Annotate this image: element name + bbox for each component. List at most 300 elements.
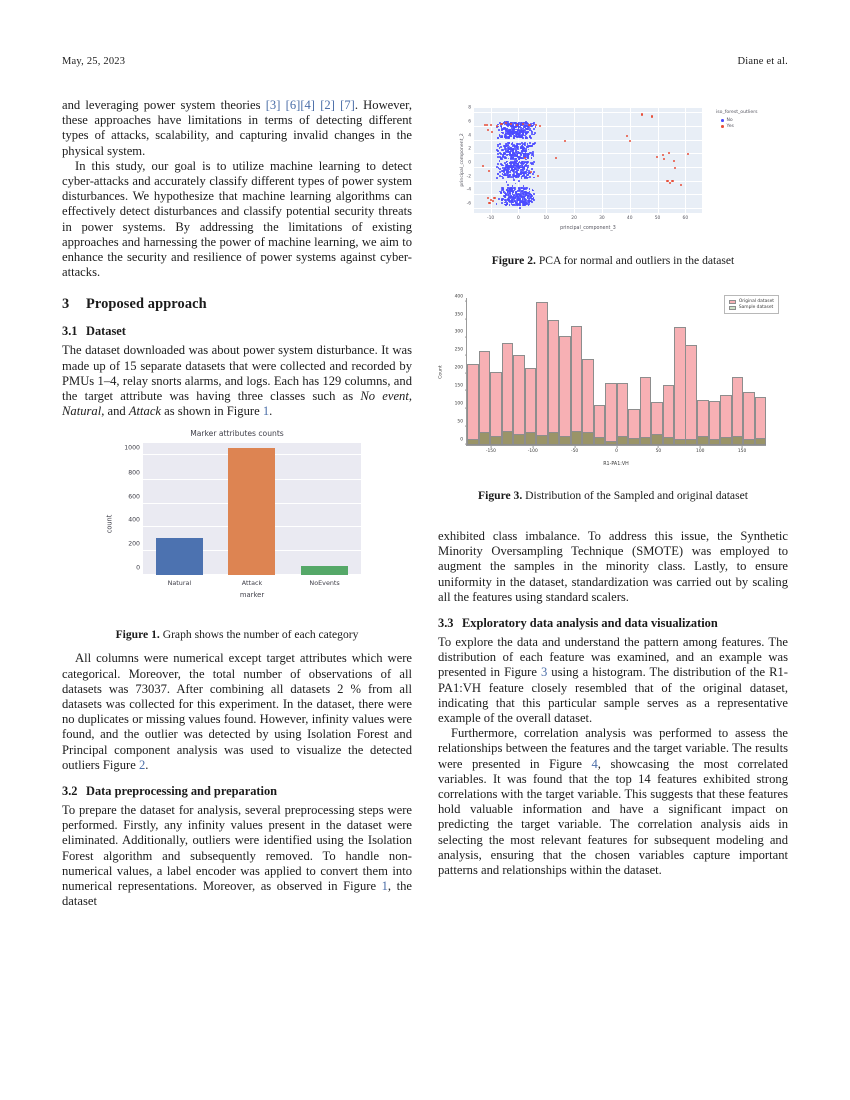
figure-3-xtick: 150 <box>737 449 747 454</box>
figure-2-point <box>512 125 514 127</box>
figure-2-point <box>492 200 494 202</box>
figure-3-ytick: 100 <box>454 401 463 407</box>
figure-2-point <box>513 128 515 130</box>
figure-2-point <box>528 149 530 151</box>
figure-3-ytick: 350 <box>454 312 463 318</box>
figure-3-xtick-mark <box>742 445 743 448</box>
figure-2-point <box>527 154 529 156</box>
two-column-body <box>62 98 788 910</box>
citation-3[interactable]: [3] <box>265 98 281 112</box>
figure-2-point <box>505 164 507 166</box>
figure-2-xtick: -10 <box>487 216 495 221</box>
figure-3-plot-area <box>454 294 766 454</box>
figure-2-point <box>656 156 658 158</box>
figure-1-ytick: 1000 <box>124 444 140 452</box>
heading-proposed-approach <box>62 296 412 313</box>
paragraph-class-imbalance: exhibited class imbalance. To address this issue, the Synthetic Minority Oversampling Technique (SMOTE) was employed to augment the samples in the minority class. Lastly, to ensure uniformity in the dataset, standardization was carried out by scaling all the features using standard scalers. <box>438 529 788 604</box>
figure-1-caption <box>62 628 412 642</box>
figure-2-legend-item-yes[interactable] <box>721 124 758 129</box>
figure-2-point <box>501 149 503 151</box>
figure-3-xtick-mark <box>491 445 492 448</box>
figure-2-gridline-y <box>474 208 702 209</box>
figure-2-point <box>527 166 529 168</box>
figure-2-point <box>482 165 484 167</box>
legend-swatch-sample-icon <box>729 306 736 310</box>
figure-3-bar-sample <box>640 437 652 445</box>
figure-2-point <box>500 123 502 125</box>
figure-3-ytick-mark <box>465 372 468 373</box>
figure-2-point <box>516 204 518 206</box>
figure-1-plot-area <box>124 443 361 588</box>
figure-2-point <box>641 113 643 115</box>
figure-2-gridline-x <box>602 108 603 213</box>
figure-2-point <box>502 177 504 179</box>
figure-2-ytick: 0 <box>468 160 471 166</box>
figure-3-bar-sample <box>663 437 675 445</box>
figure-3-xtick-mark <box>658 445 659 448</box>
heading-number-31: 3.1 <box>62 324 78 339</box>
figure-2-point <box>497 163 499 165</box>
figure-3-bar-original <box>467 364 479 445</box>
figure-2-legend-item-no[interactable] <box>721 118 758 123</box>
figure-2-legend-title: iso_forest_outliers <box>716 110 758 115</box>
figure-2-point <box>680 184 682 186</box>
figure-2-point <box>515 183 517 185</box>
running-head-authors: Diane et al. <box>737 56 788 67</box>
figure-2-point <box>522 133 524 135</box>
figure-2-point <box>510 176 512 178</box>
figure-3-bar-sample <box>605 441 617 445</box>
figure-3-bar-sample <box>479 432 491 445</box>
figure-3-bar-original <box>685 345 697 445</box>
figure-2-point <box>518 152 520 154</box>
figure-2-point <box>651 115 653 117</box>
figure-3-bar-sample <box>685 439 697 445</box>
figure-2-point <box>497 173 499 175</box>
figure-2-scatter <box>438 100 783 245</box>
figure-2-point <box>517 164 519 166</box>
figure-2-point <box>531 157 533 159</box>
figure-2-point <box>516 145 518 147</box>
figure-3-ytick-mark <box>465 426 468 427</box>
figure-2-point <box>529 128 531 130</box>
figure-3-bar-original <box>605 383 617 445</box>
figure-2-point <box>626 135 628 137</box>
figure-3-bar-original <box>548 320 560 445</box>
figure-2-point <box>525 137 527 139</box>
figure-2-ytick: -2 <box>466 174 471 180</box>
figure-2-point <box>673 160 675 162</box>
figure-3-legend-label: Sample dataset <box>738 305 774 311</box>
figure-2-point <box>499 171 501 173</box>
figure-2-point <box>501 164 503 166</box>
figure-ref-4[interactable]: 4 <box>591 756 598 771</box>
paragraph-correlation: Furthermore, correlation analysis was performed to assess the relationships between the features and the target variable. The results were presented in Figure 4, showcasing the most correlated variables. It was found that the top 14 features exhibited strong correlations with the target variable. This suggests that these features hold valuable information and have a significant impact on predicting the target variable. The correlation analysis aids in selecting the most relevant features for subsequent modeling and analysis, ensuring that the chosen variables capture important patterns and relationships within the dataset. <box>438 726 788 878</box>
figure-3-bar-sample <box>502 431 514 445</box>
figure-1-caption-label: Figure 1. <box>115 628 160 642</box>
figure-1-ytick: 400 <box>128 516 140 524</box>
figure-1-caption-text: Graph shows the number of each category <box>159 628 359 642</box>
figure-2-point <box>526 187 528 189</box>
class-natural: Natural <box>62 404 102 419</box>
figure-1-xlabel: marker <box>239 591 265 600</box>
figure-2-ylabel: principal_component_2 <box>460 133 466 187</box>
figure-3-bar-original <box>536 302 548 445</box>
figure-3-caption <box>438 489 788 503</box>
figure-3-bar-original <box>640 377 652 445</box>
figure-3-histogram <box>438 290 783 480</box>
figure-2-gridline-x <box>574 108 575 213</box>
figure-2-legend-label: No <box>726 118 733 123</box>
figure-3-bar-sample <box>628 438 640 445</box>
figure-2-point <box>487 129 489 131</box>
figure-2-point <box>513 173 515 175</box>
figure-2-point <box>501 199 503 201</box>
figure-2-ytick: 8 <box>468 105 471 111</box>
figure-3-bar-sample <box>559 436 571 445</box>
figure-2-legend-label: Yes <box>726 124 734 129</box>
figure-3-bar-original <box>490 372 502 446</box>
figure-3-ytick: 0 <box>460 437 463 443</box>
figure-2-point <box>555 157 557 159</box>
figure-2-point <box>487 197 489 199</box>
figure-3-bar-sample <box>594 437 606 445</box>
figure-3-ytick-mark <box>465 300 468 301</box>
figure-2-point <box>509 130 511 132</box>
figure-2-gridline-x <box>630 108 631 213</box>
figure-2-point <box>516 124 518 126</box>
figure-3-bar-sample <box>571 431 583 445</box>
figure-3-bar-sample <box>709 439 721 445</box>
figure-2-point <box>520 124 522 126</box>
figure-2-point <box>507 124 509 126</box>
figure-2-point <box>527 157 529 159</box>
figure-2-point <box>502 170 504 172</box>
figure-2-point <box>526 177 528 179</box>
figure-3-bar-original <box>663 385 675 445</box>
figure-3-bar-sample <box>697 436 709 445</box>
figure-2-point <box>530 162 532 164</box>
figure-2-ytick: 2 <box>468 146 471 152</box>
figure-3-xtick: -150 <box>485 449 496 454</box>
class-no-event: No event <box>360 389 409 404</box>
right-column <box>438 98 788 910</box>
figure-2-point <box>526 146 528 148</box>
figure-2-point <box>531 201 533 203</box>
figure-3-bar-sample <box>651 434 663 445</box>
figure-3-xtick-mark <box>532 445 533 448</box>
figure-2-point <box>514 175 516 177</box>
figure-3-ytick: 150 <box>454 383 463 389</box>
figure-3-bar-sample <box>720 437 732 445</box>
figure-ref-1a[interactable]: 1 <box>262 404 270 419</box>
figure-2-point <box>530 195 532 197</box>
figure-2-point <box>533 128 535 130</box>
figure-3-bar-sample <box>525 432 537 445</box>
figure-2-point <box>530 145 532 147</box>
figure-2-point <box>521 177 523 179</box>
figure-3-ytick-mark <box>465 444 468 445</box>
figure-2-point <box>522 193 524 195</box>
figure-2-point <box>499 160 501 162</box>
figure-2-point <box>524 198 526 200</box>
figure-2-point <box>501 202 503 204</box>
figure-3-xtick: 50 <box>655 449 662 454</box>
figure-2-point <box>525 153 527 155</box>
figure-1-title: Marker attributes counts <box>190 429 284 439</box>
figure-3-ytick: 50 <box>457 419 463 425</box>
paragraph-explore-data: To explore the data and understand the pattern among features. The distribution of each feature was examined, and an example was presented in Figure 3 using a histogram. The distribution of the R1-PA1:VH feature closely resembled that of the original dataset, indicating that this particular sample serves as a representative example of the overall dataset. <box>438 635 789 726</box>
figure-2-point <box>513 137 515 139</box>
figure-2-xtick: 20 <box>571 216 577 221</box>
spacer <box>438 268 788 290</box>
figure-2-point <box>496 177 498 179</box>
figure-1-ytick: 200 <box>128 540 140 548</box>
figure-2-point <box>529 188 531 190</box>
figure-ref-1b[interactable]: 1 <box>381 879 388 894</box>
figure-2-point <box>515 126 517 128</box>
figure-2-point <box>505 169 507 171</box>
figure-3-caption-label: Figure 3. <box>478 489 523 502</box>
heading-number-3: 3 <box>62 296 70 313</box>
figure-2-gridline-y <box>474 112 702 113</box>
figure-2-point <box>519 143 521 145</box>
figure-2-point <box>528 192 530 194</box>
left-column <box>62 98 412 910</box>
figure-2-point <box>533 161 535 163</box>
figure-2-point <box>532 173 534 175</box>
figure-3-bar-original <box>513 355 525 445</box>
figure-2-point <box>514 187 516 189</box>
figure-2-xtick: 10 <box>543 216 550 221</box>
figure-2-point <box>503 195 505 197</box>
figure-3-ytick-mark <box>465 318 468 319</box>
heading-text-31: Dataset <box>86 324 126 339</box>
figure-2-point <box>506 145 508 147</box>
figure-2-point <box>531 198 533 200</box>
legend-swatch-original-icon <box>729 300 736 304</box>
figure-2-point <box>527 195 529 197</box>
figure-2-point <box>496 166 498 168</box>
figure-3-caption-text: Distribution of the Sampled and original dataset <box>522 489 748 502</box>
paragraph-columns-numerical: All columns were numerical except target attributes which were categorical. Moreover, the total number of observations of all datasets was 73037. After combining all datasets 2 % from all datasets was collected for this experiment. In the dataset, there were no duplicates or missing values found. However, infinity values were found, and the outlier was detected by using Isolation Forest and Principal component analysis was used to visualize the detected outliers Figure 2. <box>62 651 412 772</box>
figure-ref-3[interactable]: 3 <box>540 665 548 680</box>
citation-6[interactable]: [6] <box>285 98 301 112</box>
figure-3-ytick: 250 <box>454 347 463 353</box>
figure-2-legend <box>716 110 758 130</box>
figure-3-ytick-mark <box>465 408 468 409</box>
figure-2-ytick: -4 <box>466 187 471 193</box>
figure-3-legend-item-sample[interactable] <box>729 305 774 310</box>
figure-3-xtick-mark <box>700 445 701 448</box>
figure-1-ylabel: count <box>105 515 114 534</box>
figure-3-bar-sample <box>536 435 548 445</box>
figure-2-xlabel: principal_component_3 <box>560 226 616 231</box>
figure-2-point <box>512 204 514 206</box>
figure-1-bar-attack <box>228 448 275 575</box>
figure-2-xtick: 30 <box>599 216 605 221</box>
paragraph-theories: and leveraging power system theories [3] [6][4] [2] [7]. However, these approaches have limitations in terms of detecting different types of attacks, scalability, and capturing invalid changes in the physical system. <box>62 98 412 158</box>
figure-2-point <box>532 190 534 192</box>
figure-2-point <box>532 153 534 155</box>
figure-3-bar-original <box>559 336 571 445</box>
figure-2-point <box>524 177 526 179</box>
figure-2-caption <box>438 254 788 268</box>
figure-2-point <box>520 154 522 156</box>
figure-2-point <box>513 179 515 181</box>
figure-3-bar-original <box>502 343 514 445</box>
figure-1-barchart <box>98 429 376 619</box>
figure-3-bar-sample <box>743 439 755 445</box>
figure-2-point <box>507 187 509 189</box>
figure-2-point <box>507 184 509 186</box>
figure-2-point <box>534 142 536 144</box>
figure-2-point <box>521 158 523 160</box>
figure-2-point <box>523 166 525 168</box>
citation-2[interactable]: [2] <box>320 98 335 112</box>
figure-2-point <box>486 124 488 126</box>
figure-1-ytick: 0 <box>136 564 140 572</box>
figure-2-point <box>629 140 631 142</box>
figure-1-container <box>62 429 412 619</box>
figure-3-ytick: 300 <box>454 329 463 335</box>
figure-2-point <box>497 137 499 139</box>
figure-3-bar-original <box>479 351 491 445</box>
figure-2-xtick: 0 <box>517 216 520 221</box>
figure-3-bar-sample <box>467 439 479 445</box>
figure-2-point <box>498 129 500 131</box>
figure-1-bar-noevents <box>301 566 348 575</box>
heading-text-32: Data preprocessing and preparation <box>86 784 278 799</box>
figure-3-bar-sample <box>674 439 686 445</box>
figure-3-bar-sample <box>513 434 525 445</box>
citation-7[interactable]: [7] <box>340 98 355 112</box>
figure-2-point <box>504 134 506 136</box>
figure-2-gridline-x <box>685 108 686 213</box>
figure-2-ytick: 4 <box>468 133 471 139</box>
figure-2-point <box>506 199 508 201</box>
figure-2-ytick: 6 <box>468 119 471 125</box>
figure-2-point <box>522 137 524 139</box>
figure-3-xlabel: R1-PA1:VH <box>603 462 629 467</box>
heading-text-33: Exploratory data analysis and data visualization <box>462 616 718 631</box>
figure-2-caption-text: PCA for normal and outliers in the dataset <box>535 254 735 267</box>
heading-number-32: 3.2 <box>62 784 78 799</box>
figure-2-point <box>531 168 533 170</box>
figure-2-point <box>510 171 512 173</box>
figure-2-point <box>662 154 664 156</box>
figure-2-point <box>537 175 539 177</box>
figure-2-point <box>513 131 515 133</box>
figure-1-xtick: Attack <box>241 579 263 588</box>
figure-2-point <box>663 158 665 160</box>
figure-3-bar-original <box>571 326 583 445</box>
heading-data-preprocessing <box>62 784 412 799</box>
figure-3-bar-original <box>743 392 755 445</box>
figure-2-point <box>504 174 506 176</box>
figure-3-bar-sample <box>582 432 594 445</box>
figure-2-point <box>508 176 510 178</box>
figure-3-ytick: 200 <box>454 365 463 371</box>
figure-2-point <box>491 131 493 133</box>
figure-2-point <box>488 202 490 204</box>
figure-3-bar-original <box>674 327 686 445</box>
figure-2-point <box>521 161 523 163</box>
figure-2-point <box>512 150 514 152</box>
figure-2-point <box>504 148 506 150</box>
figure-3-xtick: 100 <box>696 449 705 454</box>
figure-2-point <box>499 143 501 145</box>
figure-2-xtick: 60 <box>682 216 689 221</box>
figure-2-point <box>500 146 502 148</box>
figure-2-gridline-y <box>474 140 702 141</box>
figure-2-point <box>510 123 512 125</box>
figure-3-bar-sample <box>617 436 629 445</box>
figure-2-point <box>533 177 535 179</box>
figure-2-point <box>516 194 518 196</box>
figure-2-point <box>530 137 532 139</box>
figure-2-point <box>518 175 520 177</box>
figure-3-ytick-mark <box>465 336 468 337</box>
paragraph-dataset-description: The dataset downloaded was about power system disturbance. It was made up of 15 separate datasets that were collected and recorded by PMUs 1–4, relay snorts alarms, and logs. Each has 129 columns, and the target attribute was having three classes such as No event, Natural, and Attack as shown in Figure 1. <box>62 343 412 419</box>
figure-2-gridline-x <box>658 108 659 213</box>
figure-1-xtick: Natural <box>167 579 192 588</box>
figure-2-point <box>507 194 509 196</box>
figure-1-ytick: 600 <box>128 493 140 501</box>
spacer <box>62 642 412 651</box>
figure-3-ytick-mark <box>465 390 468 391</box>
figure-3-xtick-mark <box>574 445 575 448</box>
figure-2-point <box>674 167 676 169</box>
figure-2-point <box>525 203 527 205</box>
paragraph-study-goal: In this study, our goal is to utilize machine learning to detect cyber-attacks and accurately classify different types of power system disturbances. We hypothesize that machine learning algorithms can effectively detect disturbances and classify potential security threats in power systems. By addressing the limitations of existing approaches and harnessing the power of machine learning, we aim to enhance the security and resilience of power systems against cyber-attacks. <box>62 158 412 280</box>
figure-ref-2[interactable]: 2 <box>138 757 146 772</box>
figure-2-point <box>529 176 531 178</box>
legend-swatch-yes-icon <box>721 125 724 128</box>
figure-2-point <box>496 203 498 205</box>
figure-3-bar-original <box>732 377 744 445</box>
figure-2-point <box>539 125 541 127</box>
figure-3-xtick: -100 <box>527 449 538 454</box>
heading-eda <box>438 616 788 631</box>
figure-2-point <box>527 131 529 133</box>
figure-1-xtick: NoEvents <box>309 579 340 588</box>
paragraph-preprocessing: To prepare the dataset for analysis, several preprocessing steps were performed. Firstly, any infinity values present in the dataset were eliminated. Additionally, outliers were identified using the Isolation Forest algorithm and subsequently removed. To handle non-numerical values, a label encoder was applied to convert them into numerical representations. Moreover, as observed in Figure 1, the dataset <box>62 803 413 909</box>
heading-number-33: 3.3 <box>438 616 454 631</box>
figure-2-point <box>501 135 503 137</box>
citation-4[interactable]: [4] <box>300 98 315 112</box>
figure-2-point <box>525 164 527 166</box>
running-head <box>62 56 788 70</box>
figure-2-point <box>522 169 524 171</box>
figure-3-legend-item-original[interactable] <box>729 299 774 304</box>
figure-3-ylabel: Count <box>438 365 444 379</box>
running-head-date: May, 25, 2023 <box>62 56 126 67</box>
figure-2-point <box>533 171 535 173</box>
figure-3-xtick: -50 <box>571 449 579 454</box>
legend-swatch-no-icon <box>721 119 724 122</box>
figure-3-xtick: 0 <box>615 449 618 454</box>
spacer <box>438 503 788 529</box>
figure-3-xtick-mark <box>616 445 617 448</box>
figure-2-point <box>519 207 521 209</box>
figure-2-point <box>529 142 531 144</box>
figure-2-point <box>511 167 513 169</box>
figure-1-ytick: 800 <box>128 469 140 476</box>
figure-2-point <box>525 191 527 193</box>
figure-2-xtick: 50 <box>654 216 661 221</box>
figure-2-plot-area <box>466 105 702 221</box>
